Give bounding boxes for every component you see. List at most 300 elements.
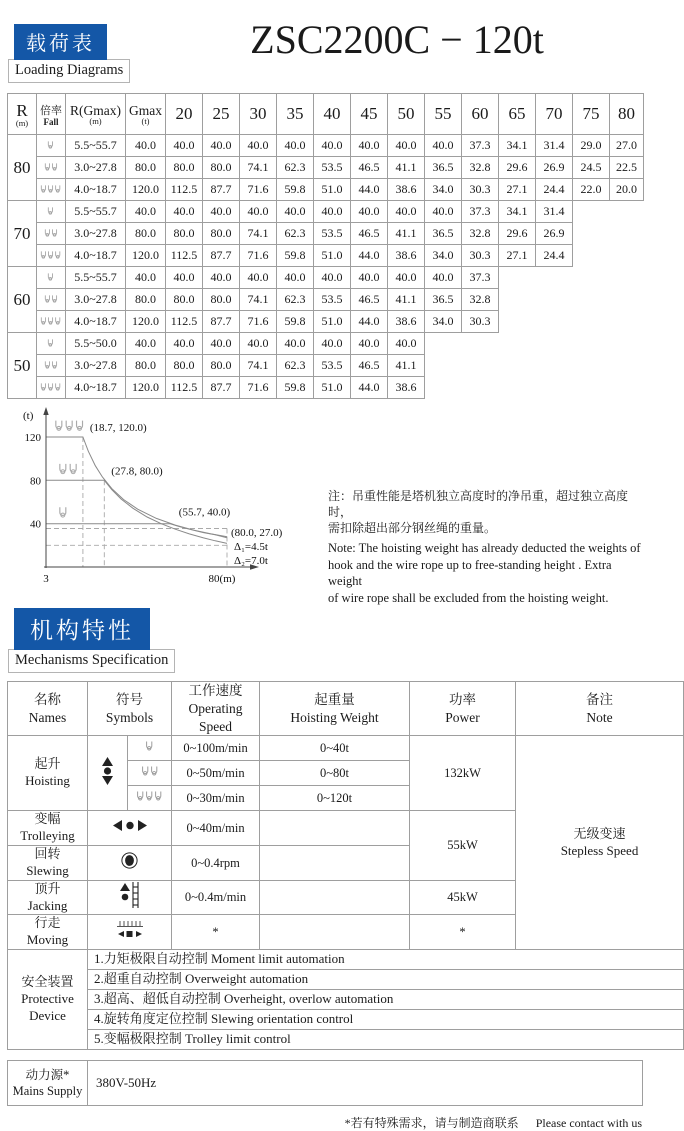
load-value: 53.5 [314,223,351,245]
empty-cell [499,377,536,399]
load-value: 53.5 [314,289,351,311]
hook-range: 4.0~18.7 [66,311,126,333]
load-value: 38.6 [388,245,425,267]
falls-3-icon [136,791,163,802]
col-jib-20: 20 [166,94,203,135]
load-value: 26.9 [536,157,573,179]
falls-3-icon [40,185,62,193]
load-value: 46.5 [351,355,388,377]
hoisting-speed: 0~30m/min [172,786,260,811]
load-value: 27.0 [610,135,644,157]
empty-cell [610,289,644,311]
mech-hoisting-label: 起升 Hoisting [8,736,88,811]
svg-text:80(m): 80(m) [208,573,236,585]
col-jib-30: 30 [240,94,277,135]
load-value: 112.5 [166,245,203,267]
col-jib-50: 50 [388,94,425,135]
svg-text:(55.7, 40.0): (55.7, 40.0) [178,506,231,519]
load-value: 80.0 [203,157,240,179]
empty-cell [425,355,462,377]
note-en-line1: Note: The hoisting weight has already deducted the weights of [328,541,641,556]
load-row-70-3fall [8,245,644,267]
load-value: 40.0 [351,333,388,355]
load-value: 46.5 [351,289,388,311]
mech-header-row [8,682,684,736]
load-value: 59.8 [277,179,314,201]
col-operating-speed: 工作速度 Operating Speed [172,682,260,736]
protective-item: 5.变幅极限控制 Trolley limit control [88,1030,684,1050]
hook-range: 5.5~55.7 [66,201,126,223]
load-value: 87.7 [203,179,240,201]
load-value: 74.1 [240,289,277,311]
load-value: 32.8 [462,157,499,179]
load-value: 40.0 [351,135,388,157]
mains-supply-table [7,1060,643,1106]
load-value: 40.0 [314,201,351,223]
load-value: 59.8 [277,245,314,267]
svg-text:Δ₁=4.5t: Δ₁=4.5t [234,540,268,553]
mains-supply-label [8,1061,88,1106]
load-value: 40.0 [277,267,314,289]
loading-diagrams-badge-zh: 载荷表 [14,24,107,60]
load-row-70-2fall [8,223,644,245]
protective-item: 1.力矩极限自动控制 Moment limit automation [88,950,684,970]
load-value: 80.0 [203,355,240,377]
load-value: 36.5 [425,289,462,311]
svg-text:Δ₂=7.0t: Δ₂=7.0t [234,554,268,567]
fall-cell [37,245,66,267]
falls-1-icon [60,507,66,517]
load-value: 53.5 [314,355,351,377]
page-header [0,0,650,83]
svg-text:(18.7, 120.0): (18.7, 120.0) [89,422,147,434]
empty-cell [499,311,536,333]
load-value: 71.6 [240,377,277,399]
load-value: 44.0 [351,311,388,333]
hook-range: 4.0~18.7 [66,377,126,399]
jacking-speed: 0~0.4m/min [172,880,260,915]
load-value: 40.0 [425,201,462,223]
load-value: 40.0 [277,333,314,355]
load-value: 71.6 [240,245,277,267]
load-value: 74.1 [240,355,277,377]
empty-cell [610,223,644,245]
col-power: 功率 Power [410,682,516,736]
load-row-60-3fall [8,311,644,333]
col-jib-80: 80 [610,94,644,135]
falls-2-icon [60,464,76,474]
load-row-80-3fall [8,179,644,201]
trolleying-slewing-power: 55kW [410,811,516,881]
empty-cell [462,355,499,377]
load-value: 36.5 [425,223,462,245]
col-fall: 倍率 Fall [37,94,66,135]
mains-supply-en: Mains Supply [12,1084,83,1099]
load-value: 38.6 [388,179,425,201]
loading-header-row [8,94,644,135]
load-value: 40.0 [314,135,351,157]
falls-1-icon [47,141,54,149]
load-value: 87.7 [203,311,240,333]
load-value: 40.0 [166,333,203,355]
load-value: 29.6 [499,223,536,245]
load-value: 46.5 [351,223,388,245]
load-value: 71.6 [240,311,277,333]
hoisting-weight: 0~80t [260,761,410,786]
hoisting-weight: 0~40t [260,736,410,761]
svg-text:80: 80 [30,475,41,488]
empty-cell [536,355,573,377]
svg-text:40: 40 [30,518,41,531]
load-value: 36.5 [425,157,462,179]
fall-cell [37,355,66,377]
load-value: 29.0 [573,135,610,157]
jacking-weight [260,880,410,915]
load-row-60-2fall [8,289,644,311]
load-value: 34.1 [499,201,536,223]
note-zh-line2: 需扣除超出部分钢丝绳的重量。 [328,520,497,535]
svg-text:(80.0, 27.0): (80.0, 27.0) [231,526,283,539]
falls-2-icon [44,361,58,369]
protective-item: 3.超高、超低自动控制 Overheight, overlow automation [88,990,684,1010]
empty-cell [536,311,573,333]
mech-trolleying-label: 变幅 Trolleying [8,811,88,846]
moving-power: * [410,915,516,950]
hoisting-speed: 0~50m/min [172,761,260,786]
load-value: 31.4 [536,135,573,157]
slewing-symbol-icon [121,852,138,869]
col-jib-25: 25 [203,94,240,135]
jacking-symbol-icon [120,882,140,908]
hook-range: 3.0~27.8 [66,223,126,245]
load-row-50-2fall [8,355,644,377]
col-jib-35: 35 [277,94,314,135]
load-value: 40.0 [314,333,351,355]
mains-supply-value: 380V-50Hz [88,1061,643,1106]
load-value: 26.9 [536,223,573,245]
load-value: 32.8 [462,223,499,245]
load-value: 40.0 [351,201,388,223]
protective-item: 2.超重自动控制 Overweight automation [88,970,684,990]
hook-range: 4.0~18.7 [66,179,126,201]
loading-diagrams-badge [8,24,158,83]
empty-cell [536,289,573,311]
load-value: 27.1 [499,179,536,201]
load-value: 24.4 [536,245,573,267]
load-value: 80.0 [166,289,203,311]
load-value: 22.5 [610,157,644,179]
empty-cell [499,333,536,355]
empty-cell [573,267,610,289]
load-value: 112.5 [166,377,203,399]
jacking-power: 45kW [410,880,516,915]
protective-row-5 [8,1030,684,1050]
load-row-50-1fall [8,333,644,355]
empty-cell [610,267,644,289]
load-value: 62.3 [277,355,314,377]
empty-cell [573,289,610,311]
falls-1-icon [145,741,154,752]
radius-group-60: 60 [8,267,37,333]
empty-cell [536,267,573,289]
load-value: 40.0 [314,267,351,289]
load-value: 59.8 [277,377,314,399]
load-value: 51.0 [314,377,351,399]
falls-1-icon [47,273,54,281]
trolleying-symbol-icon [113,819,147,832]
load-value: 41.1 [388,157,425,179]
falls-cell [128,786,172,811]
load-value: 80.0 [203,289,240,311]
mechanisms-table [7,681,684,1050]
load-value: 24.5 [573,157,610,179]
slewing-weight [260,845,410,880]
load-value: 44.0 [351,179,388,201]
load-value: 34.0 [425,311,462,333]
empty-cell [499,267,536,289]
empty-cell [425,333,462,355]
load-value: 87.7 [203,245,240,267]
falls-1-icon [47,207,54,215]
fall-cell [37,179,66,201]
load-value: 59.8 [277,311,314,333]
page-title: ZSC2200C − 120t [250,17,544,62]
col-jib-45: 45 [351,94,388,135]
load-value: 40.0 [240,135,277,157]
load-value: 37.3 [462,201,499,223]
load-row-70-1fall [8,201,644,223]
hook-range: 3.0~27.8 [66,157,126,179]
trolleying-weight [260,811,410,846]
hook-range: 5.5~55.7 [66,135,126,157]
empty-cell [610,377,644,399]
gmax-value: 120.0 [126,311,166,333]
fall-cell [37,135,66,157]
empty-cell [573,201,610,223]
col-jib-75: 75 [573,94,610,135]
empty-cell [536,377,573,399]
load-value: 40.0 [203,201,240,223]
footer-zh: *若有特殊需求，请与制造商联系 [344,1116,519,1131]
load-value: 32.8 [462,289,499,311]
jacking-symbol-cell [88,880,172,915]
load-value: 112.5 [166,311,203,333]
gmax-value: 80.0 [126,289,166,311]
mechanisms-badge-zh: 机构特性 [14,608,150,650]
col-hoisting-weight: 起重量 Hoisting Weight [260,682,410,736]
protective-item: 4.旋转角度定位控制 Slewing orientation control [88,1010,684,1030]
gmax-value: 120.0 [126,245,166,267]
col-jib-70: 70 [536,94,573,135]
svg-text:120: 120 [24,432,41,444]
load-value: 46.5 [351,157,388,179]
fall-cell [37,223,66,245]
fall-cell [37,311,66,333]
gmax-value: 80.0 [126,223,166,245]
hoisting-mode-1fall [8,736,684,761]
load-value: 34.1 [499,135,536,157]
falls-3-icon [40,317,62,325]
load-value: 41.1 [388,355,425,377]
empty-cell [499,289,536,311]
hook-range: 3.0~27.8 [66,355,126,377]
load-value: 71.6 [240,179,277,201]
mech-moving-label: 行走 Moving [8,915,88,950]
load-curve-chart [8,405,320,597]
gmax-value: 40.0 [126,201,166,223]
load-value: 30.3 [462,311,499,333]
empty-cell [573,311,610,333]
falls-2-icon [44,295,58,303]
note-en-line3: of wire rope shall be excluded from the hoisting weight. [328,590,609,605]
load-value: 41.1 [388,223,425,245]
empty-cell [425,377,462,399]
load-value: 62.3 [277,223,314,245]
load-value: 40.0 [425,135,462,157]
empty-cell [573,223,610,245]
load-value: 40.0 [388,135,425,157]
fall-cell [37,377,66,399]
gmax-value: 80.0 [126,157,166,179]
load-value: 51.0 [314,311,351,333]
load-value: 41.1 [388,289,425,311]
load-value: 40.0 [277,135,314,157]
load-value: 24.4 [536,179,573,201]
load-value: 40.0 [240,201,277,223]
hoisting-power: 132kW [410,736,516,811]
load-row-60-1fall [8,267,644,289]
empty-cell [610,355,644,377]
col-jib-40: 40 [314,94,351,135]
load-value: 40.0 [203,333,240,355]
hoisting-symbol-cell [88,736,128,811]
radius-group-50: 50 [8,333,37,399]
protective-row-4 [8,1010,684,1030]
moving-symbol-icon [115,921,145,939]
load-value: 51.0 [314,245,351,267]
falls-3-icon [40,251,62,259]
empty-cell [499,355,536,377]
falls-3-icon [40,383,62,391]
empty-cell [536,333,573,355]
load-value: 53.5 [314,157,351,179]
hoisting-speed: 0~100m/min [172,736,260,761]
falls-1-icon [47,339,54,347]
load-value: 40.0 [277,201,314,223]
mechanisms-header [0,606,650,673]
note-zh-line1: 注：吊重性能是塔机独立高度时的净吊重，超过独立高度时， [328,489,629,519]
load-value: 40.0 [240,267,277,289]
stepless-speed-note: 无级变速 Stepless Speed [516,736,684,950]
empty-cell [610,333,644,355]
moving-symbol-cell [88,915,172,950]
mains-supply-zh: 动力源* [25,1068,70,1082]
gmax-value: 80.0 [126,355,166,377]
empty-cell [610,311,644,333]
hook-range: 5.5~50.0 [66,333,126,355]
load-value: 40.0 [240,333,277,355]
load-value: 30.3 [462,245,499,267]
col-rgmax: R(Gmax) (m) [66,94,126,135]
gmax-value: 40.0 [126,333,166,355]
fall-cell [37,157,66,179]
slewing-symbol-cell [88,845,172,880]
load-value: 34.0 [425,245,462,267]
load-value: 74.1 [240,223,277,245]
gmax-value: 120.0 [126,179,166,201]
protective-row-3 [8,990,684,1010]
protective-row-2 [8,970,684,990]
col-jib-65: 65 [499,94,536,135]
empty-cell [573,245,610,267]
hook-range: 4.0~18.7 [66,245,126,267]
load-curve-section [8,405,650,606]
load-value: 44.0 [351,245,388,267]
load-value: 40.0 [351,267,388,289]
radius-group-80: 80 [8,135,37,201]
trolleying-symbol-cell [88,811,172,846]
col-names: 名称 Names [8,682,88,736]
note-en-line2: hook and the wire rope up to free-standing height . Extra weight [328,557,612,589]
hook-range: 3.0~27.8 [66,289,126,311]
hoisting-weight: 0~120t [260,786,410,811]
moving-weight [260,915,410,950]
load-value: 40.0 [166,201,203,223]
col-radius: R (m) [8,94,37,135]
empty-cell [573,355,610,377]
empty-cell [573,333,610,355]
falls-cell [128,761,172,786]
loading-diagrams-badge-en: Loading Diagrams [8,59,130,83]
load-value: 80.0 [166,157,203,179]
load-value: 20.0 [610,179,644,201]
falls-cell [128,736,172,761]
mechanisms-badge [8,608,228,673]
load-value: 22.0 [573,179,610,201]
load-value: 29.6 [499,157,536,179]
load-value: 40.0 [166,135,203,157]
mechanisms-badge-en: Mechanisms Specification [8,649,175,673]
load-value: 40.0 [388,201,425,223]
load-row-80-1fall [8,135,644,157]
load-row-80-2fall [8,157,644,179]
empty-cell [462,333,499,355]
load-value: 62.3 [277,289,314,311]
empty-cell [610,201,644,223]
fall-cell [37,333,66,355]
trolleying-speed: 0~40m/min [172,811,260,846]
note-block [320,405,648,606]
loading-table [7,93,644,399]
footer-en: Please contact with us [535,1116,642,1131]
fall-cell [37,289,66,311]
load-value: 80.0 [203,223,240,245]
col-symbols: 符号 Symbols [88,682,172,736]
mech-slewing-label: 回转 Slewing [8,845,88,880]
load-value: 62.3 [277,157,314,179]
moving-speed: * [172,915,260,950]
fall-cell [37,267,66,289]
load-value: 87.7 [203,377,240,399]
load-value: 27.1 [499,245,536,267]
mech-jacking-label: 顶升 Jacking [8,880,88,915]
falls-2-icon [44,229,58,237]
load-value: 74.1 [240,157,277,179]
col-gmax: Gmax (t) [126,94,166,135]
svg-text:(t): (t) [23,410,34,422]
empty-cell [573,377,610,399]
hook-range: 5.5~55.7 [66,267,126,289]
